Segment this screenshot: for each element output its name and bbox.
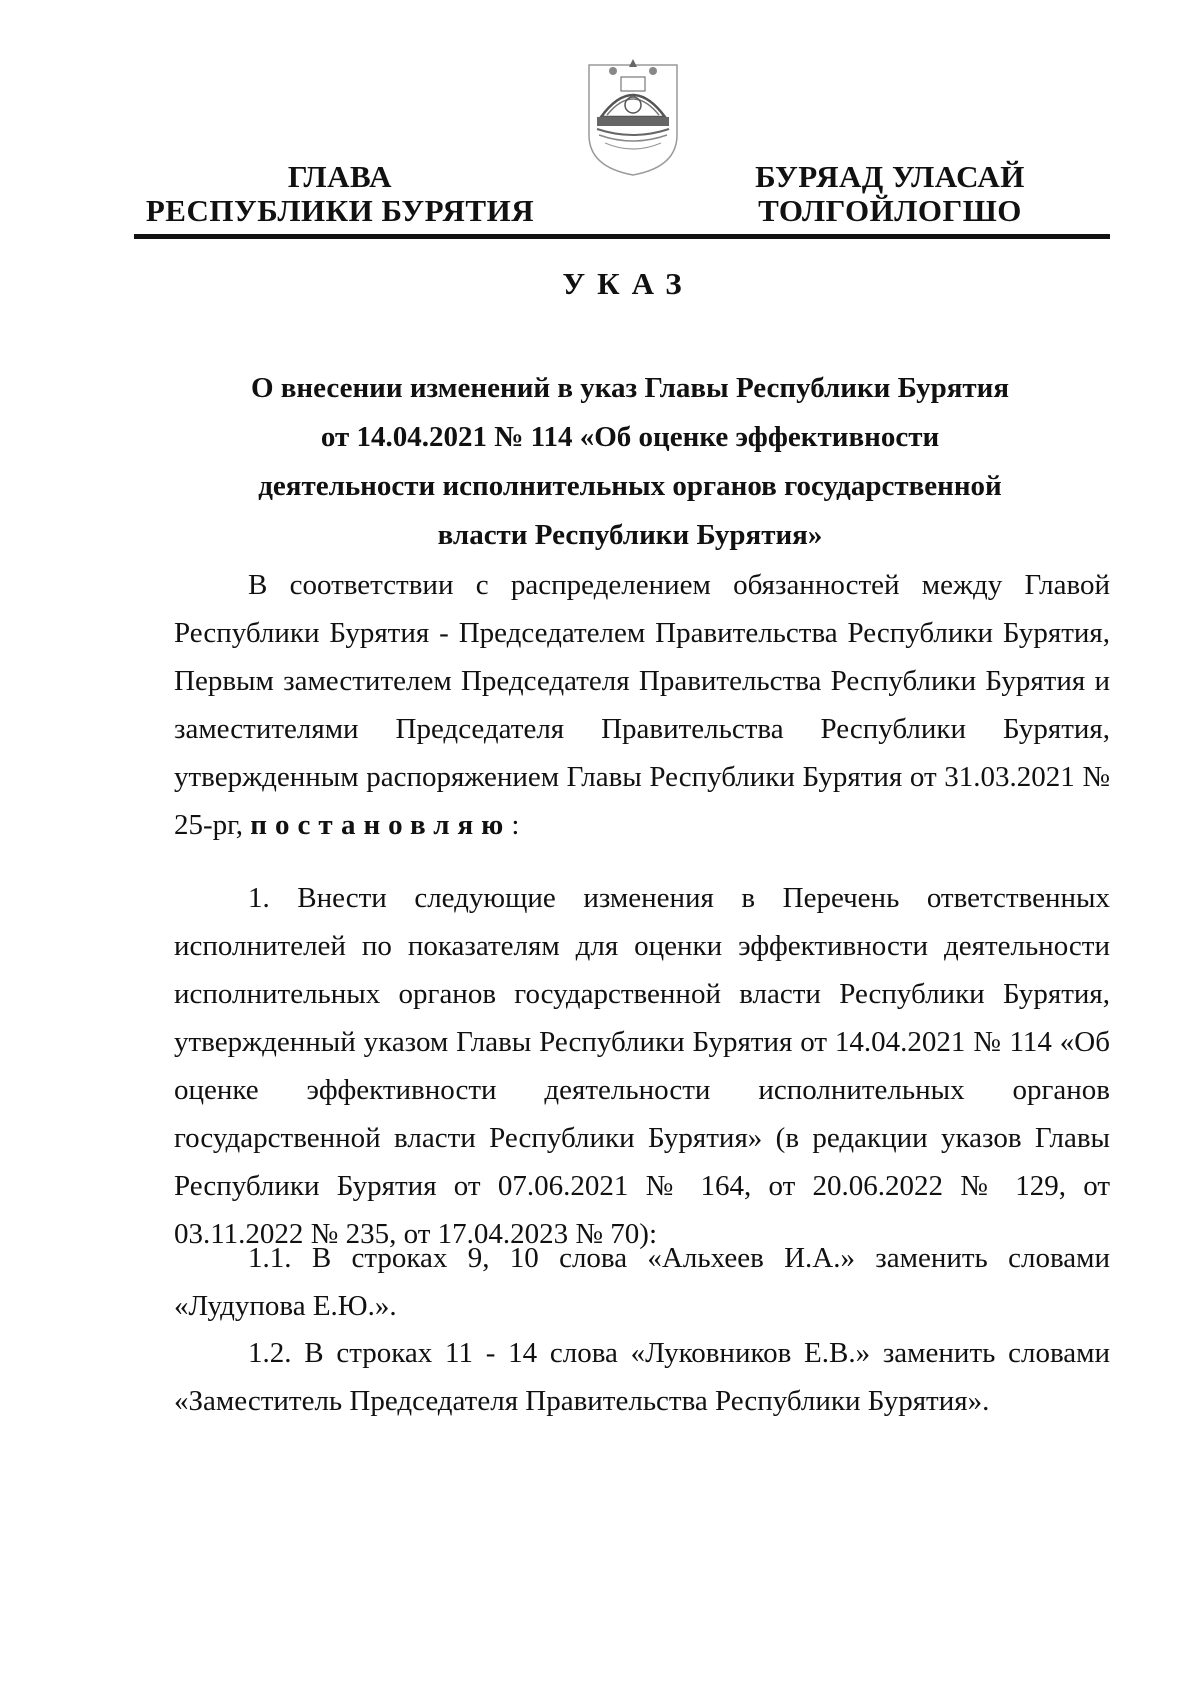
header-divider <box>134 234 1110 239</box>
decree-colon: : <box>511 809 520 841</box>
document-title: УКАЗ <box>562 266 694 301</box>
decree-word: постановляю <box>250 809 512 841</box>
item-1-paragraph: 1. Внести следующие изменения в Перечень ответственных исполнителей по показателям для оценки эффективности деятельности исполнительных органов государственной власти Республики Бурятия, утвержденный указом Главы Республики Бурятия от 14.04.2021 № 114 «Об оценке эффективности деятельности исполнительных органов государственной власти Республики Бурятия» (в редакции указов Главы Республики Бурятия от 07.06.2021 № 164, от 20.06.2022 № 129, от 03.11.2022 № 235, от 17.04.2023 № 70): <box>174 882 1110 1250</box>
issuer-heading-ru <box>140 160 540 228</box>
issuer-line-1-bua: БУРЯАД УЛАСАЙ <box>755 159 1025 194</box>
preamble-paragraph <box>174 561 1110 849</box>
decree-subject: О внесении изменений в указ Главы Республики Бурятия от 14.04.2021 № 114 «Об оценке эффективности деятельности исполнительных органов государственной власти Республики Бурятия» <box>250 372 1010 551</box>
issuer-heading-bua <box>735 160 1045 228</box>
item-1-1-paragraph: 1.1. В строках 9, 10 слова «Альхеев И.А.» заменить словами «Лудупова Е.Ю.». <box>174 1242 1110 1322</box>
preamble-text: В соответствии с распределением обязанностей между Главой Республики Бурятия - Председателем Правительства Республики Бурятия, Первым заместителем Председателя Правительства Республики Бурятия и заместителями Председателя Правительства Республики Бурятия, утвержденным распоряжением Главы Республики Бурятия от 31.03.2021 № 25-рг, <box>174 569 1110 841</box>
item-1-2-paragraph: 1.2. В строках 11 - 14 слова «Луковников Е.В.» заменить словами «Заместитель Председателя Правительства Республики Бурятия». <box>174 1337 1110 1417</box>
issuer-line-2: РЕСПУБЛИКИ БУРЯТИЯ <box>145 193 535 228</box>
issuer-line-1: ГЛАВА <box>287 159 393 194</box>
coat-of-arms-icon <box>583 55 683 180</box>
issuer-line-2-bua: ТОЛГОЙЛОГШО <box>758 193 1022 228</box>
